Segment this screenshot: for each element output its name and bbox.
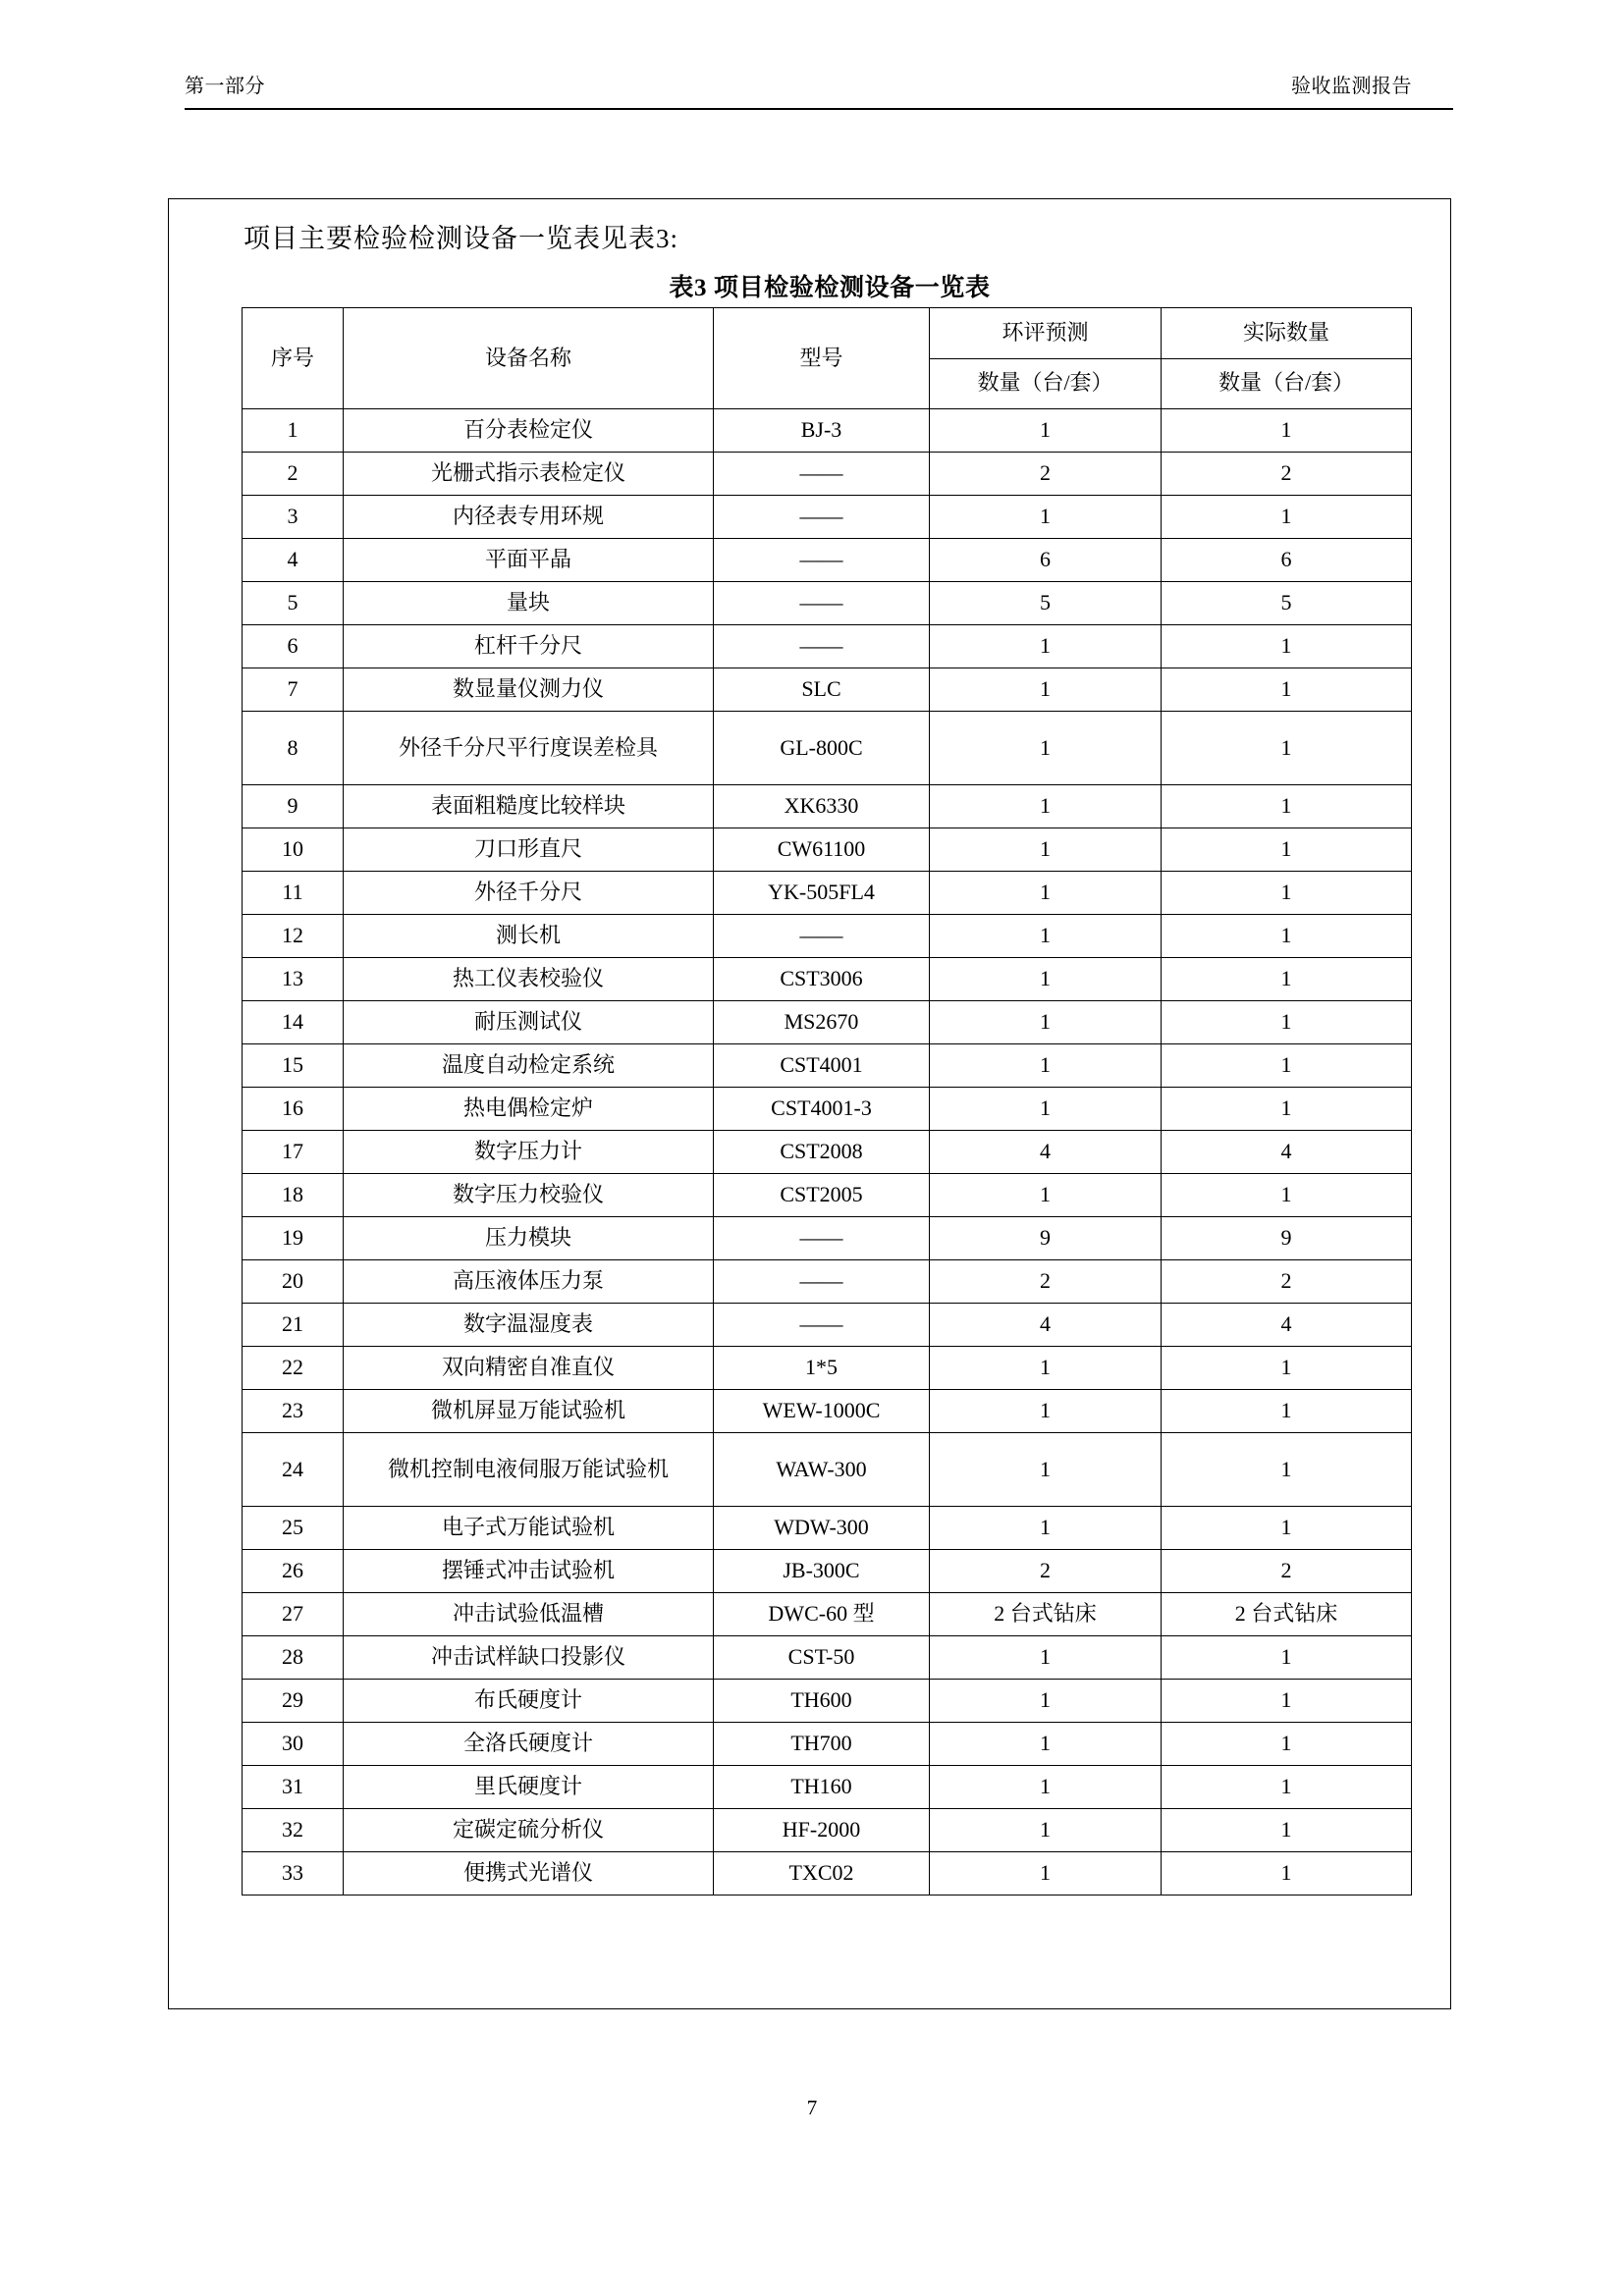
page-number: 7	[806, 2096, 818, 2119]
cell-actual: 1	[1162, 1766, 1412, 1809]
cell-name: 定碳定硫分析仪	[344, 1809, 714, 1852]
cell-actual: 6	[1162, 539, 1412, 582]
cell-name: 布氏硬度计	[344, 1680, 714, 1723]
cell-actual: 1	[1162, 668, 1412, 712]
cell-predicted: 1	[930, 496, 1162, 539]
cell-no: 16	[243, 1088, 344, 1131]
cell-actual: 1	[1162, 1680, 1412, 1723]
cell-name: 微机控制电液伺服万能试验机	[344, 1433, 714, 1507]
cell-predicted: 1	[930, 1809, 1162, 1852]
cell-predicted: 1	[930, 1044, 1162, 1088]
cell-predicted: 2	[930, 1550, 1162, 1593]
cell-predicted: 1	[930, 409, 1162, 453]
cell-predicted: 1	[930, 872, 1162, 915]
cell-predicted: 1	[930, 625, 1162, 668]
table-row	[243, 1593, 1412, 1636]
cell-model: CST2008	[714, 1131, 930, 1174]
cell-name: 内径表专用环规	[344, 496, 714, 539]
cell-name: 热工仪表校验仪	[344, 958, 714, 1001]
cell-model: CST-50	[714, 1636, 930, 1680]
table-row	[243, 1174, 1412, 1217]
cell-name: 冲击试样缺口投影仪	[344, 1636, 714, 1680]
table-row	[243, 1550, 1412, 1593]
table-row	[243, 958, 1412, 1001]
cell-no: 31	[243, 1766, 344, 1809]
column-header-name: 设备名称	[344, 308, 714, 409]
cell-no: 26	[243, 1550, 344, 1593]
cell-name: 表面粗糙度比较样块	[344, 785, 714, 828]
cell-name: 电子式万能试验机	[344, 1507, 714, 1550]
cell-actual: 1	[1162, 409, 1412, 453]
cell-model: ——	[714, 1260, 930, 1304]
cell-model: ——	[714, 582, 930, 625]
cell-name: 热电偶检定炉	[344, 1088, 714, 1131]
cell-predicted: 2	[930, 1260, 1162, 1304]
cell-name: 里氏硬度计	[344, 1766, 714, 1809]
cell-actual: 1	[1162, 958, 1412, 1001]
table-row	[243, 712, 1412, 785]
cell-name: 双向精密自准直仪	[344, 1347, 714, 1390]
cell-model: MS2670	[714, 1001, 930, 1044]
cell-no: 28	[243, 1636, 344, 1680]
table-header-row-1	[243, 308, 1412, 359]
cell-actual: 1	[1162, 1636, 1412, 1680]
cell-model: CST4001-3	[714, 1088, 930, 1131]
cell-actual: 1	[1162, 1088, 1412, 1131]
column-header-model: 型号	[714, 308, 930, 409]
cell-no: 32	[243, 1809, 344, 1852]
cell-no: 3	[243, 496, 344, 539]
column-header-actual-qty: 数量（台/套）	[1162, 358, 1412, 409]
table-row	[243, 1088, 1412, 1131]
cell-actual: 1	[1162, 496, 1412, 539]
cell-name: 冲击试验低温槽	[344, 1593, 714, 1636]
cell-predicted: 2 台式钻床	[930, 1593, 1162, 1636]
cell-no: 30	[243, 1723, 344, 1766]
column-header-no: 序号	[243, 308, 344, 409]
cell-no: 5	[243, 582, 344, 625]
cell-no: 6	[243, 625, 344, 668]
cell-model: ——	[714, 453, 930, 496]
cell-model: ——	[714, 1217, 930, 1260]
table-caption: 表3 项目检验检测设备一览表	[669, 275, 991, 301]
cell-actual: 1	[1162, 1390, 1412, 1433]
cell-actual: 1	[1162, 785, 1412, 828]
cell-predicted: 9	[930, 1217, 1162, 1260]
cell-name: 光栅式指示表检定仪	[344, 453, 714, 496]
cell-actual: 1	[1162, 1809, 1412, 1852]
cell-predicted: 1	[930, 1347, 1162, 1390]
cell-model: GL-800C	[714, 712, 930, 785]
table-row	[243, 1217, 1412, 1260]
cell-no: 7	[243, 668, 344, 712]
cell-name: 全洛氏硬度计	[344, 1723, 714, 1766]
table-row	[243, 1809, 1412, 1852]
cell-model: JB-300C	[714, 1550, 930, 1593]
table-body	[243, 409, 1412, 1896]
table-row	[243, 582, 1412, 625]
table-row	[243, 1001, 1412, 1044]
cell-name: 高压液体压力泵	[344, 1260, 714, 1304]
cell-actual: 2	[1162, 453, 1412, 496]
cell-model: CST4001	[714, 1044, 930, 1088]
table-row	[243, 1347, 1412, 1390]
table-row	[243, 453, 1412, 496]
cell-predicted: 4	[930, 1304, 1162, 1347]
cell-actual: 1	[1162, 1044, 1412, 1088]
cell-no: 2	[243, 453, 344, 496]
cell-no: 14	[243, 1001, 344, 1044]
cell-no: 20	[243, 1260, 344, 1304]
cell-name: 数字压力计	[344, 1131, 714, 1174]
cell-no: 27	[243, 1593, 344, 1636]
table-row	[243, 1131, 1412, 1174]
table-row	[243, 1723, 1412, 1766]
cell-predicted: 1	[930, 1001, 1162, 1044]
cell-model: ——	[714, 915, 930, 958]
cell-actual: 1	[1162, 1174, 1412, 1217]
cell-actual: 5	[1162, 582, 1412, 625]
cell-model: TH600	[714, 1680, 930, 1723]
cell-model: TH700	[714, 1723, 930, 1766]
cell-name: 温度自动检定系统	[344, 1044, 714, 1088]
intro-paragraph: 项目主要检验检测设备一览表见表3:	[244, 224, 679, 253]
cell-predicted: 1	[930, 785, 1162, 828]
cell-actual: 1	[1162, 828, 1412, 872]
cell-model: TH160	[714, 1766, 930, 1809]
table-row	[243, 1390, 1412, 1433]
cell-name: 杠杆千分尺	[344, 625, 714, 668]
cell-actual: 1	[1162, 872, 1412, 915]
table-row	[243, 872, 1412, 915]
cell-predicted: 2	[930, 453, 1162, 496]
cell-no: 1	[243, 409, 344, 453]
cell-model: WAW-300	[714, 1433, 930, 1507]
cell-predicted: 1	[930, 1433, 1162, 1507]
cell-name: 数显量仪测力仪	[344, 668, 714, 712]
cell-name: 测长机	[344, 915, 714, 958]
cell-actual: 2 台式钻床	[1162, 1593, 1412, 1636]
cell-actual: 1	[1162, 915, 1412, 958]
table-row	[243, 409, 1412, 453]
table-row	[243, 828, 1412, 872]
table-row	[243, 539, 1412, 582]
cell-actual: 1	[1162, 1347, 1412, 1390]
cell-name: 外径千分尺平行度误差检具	[344, 712, 714, 785]
cell-name: 外径千分尺	[344, 872, 714, 915]
cell-predicted: 1	[930, 1636, 1162, 1680]
table-row	[243, 496, 1412, 539]
cell-actual: 1	[1162, 1723, 1412, 1766]
cell-predicted: 1	[930, 1680, 1162, 1723]
running-header	[185, 77, 1451, 96]
table-row	[243, 785, 1412, 828]
cell-no: 23	[243, 1390, 344, 1433]
cell-no: 13	[243, 958, 344, 1001]
header-document-title: 验收监测报告	[1291, 76, 1412, 97]
cell-predicted: 1	[930, 668, 1162, 712]
cell-no: 9	[243, 785, 344, 828]
cell-actual: 4	[1162, 1304, 1412, 1347]
cell-no: 33	[243, 1852, 344, 1896]
cell-name: 压力模块	[344, 1217, 714, 1260]
cell-actual: 1	[1162, 1852, 1412, 1896]
cell-no: 4	[243, 539, 344, 582]
cell-actual: 1	[1162, 1001, 1412, 1044]
cell-model: ——	[714, 625, 930, 668]
cell-name: 量块	[344, 582, 714, 625]
table-row	[243, 1507, 1412, 1550]
cell-no: 29	[243, 1680, 344, 1723]
table-row	[243, 915, 1412, 958]
cell-predicted: 1	[930, 1507, 1162, 1550]
cell-predicted: 1	[930, 712, 1162, 785]
cell-model: XK6330	[714, 785, 930, 828]
cell-model: CST2005	[714, 1174, 930, 1217]
table-row	[243, 1044, 1412, 1088]
cell-actual: 1	[1162, 1433, 1412, 1507]
cell-model: CW61100	[714, 828, 930, 872]
table-row	[243, 1680, 1412, 1723]
cell-predicted: 1	[930, 1766, 1162, 1809]
cell-name: 耐压测试仪	[344, 1001, 714, 1044]
table-row	[243, 1260, 1412, 1304]
cell-model: TXC02	[714, 1852, 930, 1896]
cell-model: WDW-300	[714, 1507, 930, 1550]
column-header-predicted-group: 环评预测	[930, 308, 1162, 359]
column-header-predicted-qty: 数量（台/套）	[930, 358, 1162, 409]
cell-model: YK-505FL4	[714, 872, 930, 915]
header-section-label: 第一部分	[185, 76, 265, 97]
equipment-table	[242, 307, 1412, 1896]
cell-predicted: 6	[930, 539, 1162, 582]
cell-name: 数字压力校验仪	[344, 1174, 714, 1217]
cell-predicted: 1	[930, 1174, 1162, 1217]
cell-predicted: 1	[930, 1390, 1162, 1433]
cell-model: CST3006	[714, 958, 930, 1001]
cell-no: 25	[243, 1507, 344, 1550]
cell-model: 1*5	[714, 1347, 930, 1390]
cell-model: ——	[714, 1304, 930, 1347]
cell-actual: 2	[1162, 1550, 1412, 1593]
cell-name: 百分表检定仪	[344, 409, 714, 453]
cell-actual: 4	[1162, 1131, 1412, 1174]
cell-name: 摆锤式冲击试验机	[344, 1550, 714, 1593]
cell-predicted: 1	[930, 828, 1162, 872]
cell-predicted: 1	[930, 915, 1162, 958]
cell-model: ——	[714, 496, 930, 539]
cell-no: 21	[243, 1304, 344, 1347]
cell-actual: 2	[1162, 1260, 1412, 1304]
table-row	[243, 668, 1412, 712]
cell-no: 11	[243, 872, 344, 915]
header-divider-rule	[185, 108, 1453, 110]
page-content-frame	[168, 198, 1451, 2009]
cell-predicted: 5	[930, 582, 1162, 625]
column-header-actual-group: 实际数量	[1162, 308, 1412, 359]
cell-model: HF-2000	[714, 1809, 930, 1852]
cell-actual: 1	[1162, 625, 1412, 668]
cell-actual: 1	[1162, 712, 1412, 785]
cell-no: 10	[243, 828, 344, 872]
cell-no: 22	[243, 1347, 344, 1390]
cell-no: 15	[243, 1044, 344, 1088]
cell-model: SLC	[714, 668, 930, 712]
cell-model: DWC-60 型	[714, 1593, 930, 1636]
cell-no: 24	[243, 1433, 344, 1507]
table-row	[243, 1433, 1412, 1507]
cell-no: 17	[243, 1131, 344, 1174]
table-row	[243, 1304, 1412, 1347]
table-row	[243, 1636, 1412, 1680]
cell-model: BJ-3	[714, 409, 930, 453]
cell-name: 平面平晶	[344, 539, 714, 582]
cell-no: 19	[243, 1217, 344, 1260]
cell-actual: 9	[1162, 1217, 1412, 1260]
cell-predicted: 1	[930, 1723, 1162, 1766]
cell-actual: 1	[1162, 1507, 1412, 1550]
table-header	[243, 308, 1412, 409]
cell-name: 数字温湿度表	[344, 1304, 714, 1347]
cell-no: 12	[243, 915, 344, 958]
cell-no: 18	[243, 1174, 344, 1217]
cell-predicted: 4	[930, 1131, 1162, 1174]
table-row	[243, 1852, 1412, 1896]
cell-name: 刀口形直尺	[344, 828, 714, 872]
cell-predicted: 1	[930, 958, 1162, 1001]
table-row	[243, 625, 1412, 668]
cell-name: 微机屏显万能试验机	[344, 1390, 714, 1433]
cell-model: ——	[714, 539, 930, 582]
cell-predicted: 1	[930, 1088, 1162, 1131]
cell-name: 便携式光谱仪	[344, 1852, 714, 1896]
table-row	[243, 1766, 1412, 1809]
cell-predicted: 1	[930, 1852, 1162, 1896]
cell-no: 8	[243, 712, 344, 785]
cell-model: WEW-1000C	[714, 1390, 930, 1433]
